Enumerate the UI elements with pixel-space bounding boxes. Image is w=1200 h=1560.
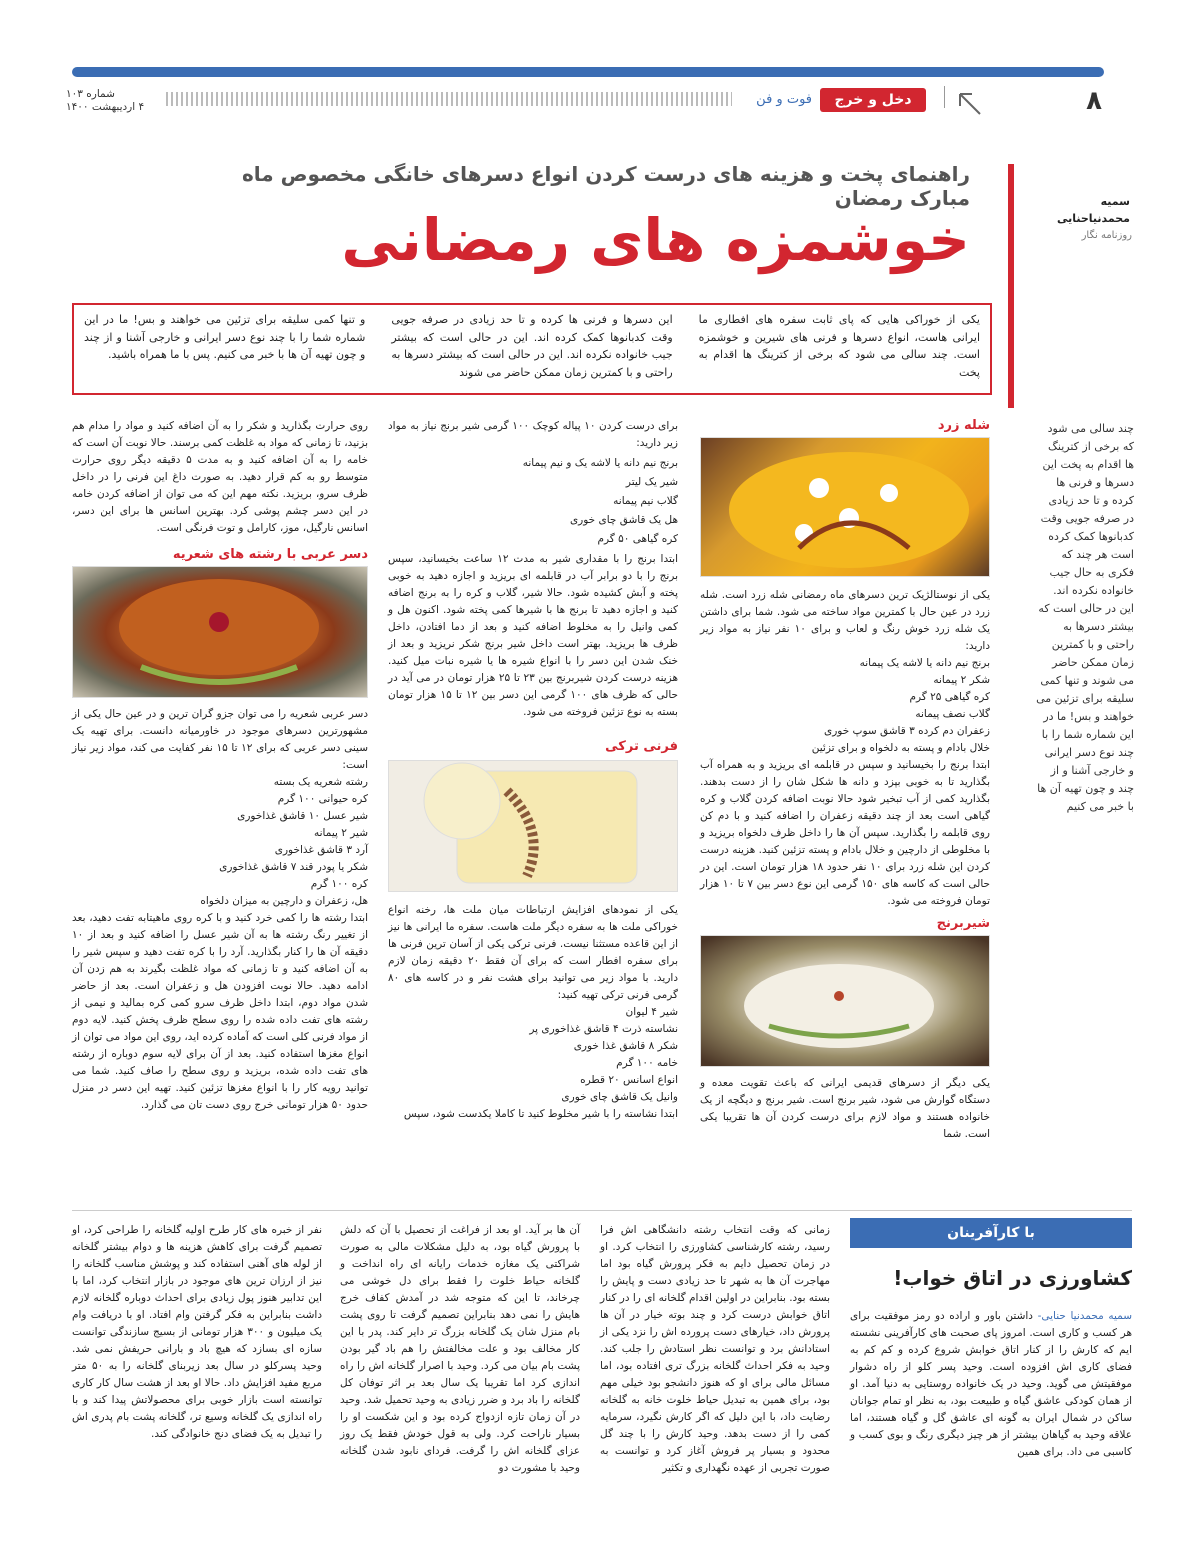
column-left — [72, 418, 368, 1114]
box-tag: با کارآفرینان — [850, 1218, 1132, 1248]
sholeh-method: ابتدا برنج را بخیسانید و سپس در قابلمه ای بریزید و به همراه آب بگذارید تا به خوبی بپزد و دانه ها شکل شان را از دست بدهند. بگذارید کمی از آب تبخیر شود حالا نوبت اضافه کردن گلاب و کره گیاهی است بعد از چند دقیقه زعفران را اضافه کنید و با دم کن روی قابلمه را بگذارید. سپس آن ها را داخل ظرف دلخواه بریزید و با مخلوطی از دارچین و خلال بادام و پسته تزئین کنید. هزینه درست کردن این شله زرد برای ۱۰ نفر حدود ۱۸ هزار تومان است. این در حالی است که کاسه های ۱۵۰ گرمی این نوع دسر بین ۷ تا ۱۰ هزار تومان فروخته می شود. — [700, 759, 991, 907]
intro-col-2: این دسرها و فرنی ها کرده و تا حد زیادی در صرفه جویی وقت کدبانوها کمک کرده اند. این در حالی است که بیشتر جیب خانواده نکرده اند. این در حالی است که بیشتر دسرها به راحتی و با کمترین زمان ممکن حاضر می شوند — [391, 313, 673, 379]
sholeh-decor — [700, 438, 989, 577]
box-col-1 — [850, 1308, 1132, 1461]
box-col-4 — [72, 1222, 322, 1443]
header-divider — [944, 86, 945, 108]
ingredient: وانیل یک قاشق چای خوری — [561, 1091, 678, 1103]
box-byline: سمیه محمدنیا حنایی- — [1037, 1310, 1133, 1322]
column-right — [700, 418, 990, 1143]
column-middle — [388, 418, 678, 1123]
author-accent-bar — [1008, 164, 1014, 408]
ingredient: رشته شعریه یک بسته — [273, 776, 368, 788]
corner-arrow-icon — [956, 90, 984, 118]
ingredient: شکر ۸ قاشق غذا خوری — [573, 1040, 678, 1052]
ferni-heading: فرنی ترکی — [605, 739, 678, 754]
section-name: فوت و فن — [756, 92, 812, 107]
page-number: ۸ — [1086, 86, 1102, 116]
ferni-ingredients — [388, 1004, 678, 1106]
author-name — [1020, 193, 1130, 227]
arabi-image — [72, 566, 368, 698]
bottom-divider — [72, 1210, 1132, 1211]
ingredient: کره حیوانی ۱۰۰ گرم — [277, 793, 368, 805]
ferni-body: یکی از نمودهای افزایش ارتباطات میان ملت ها، رخنه انواع خوراکی ملت ها به سفره دیگر ملت هاست. سفره ما ایرانی ها نیز از این قاعده مستثنا نیست. فرنی ترکی یکی از آسان ترین فرنی ها برای سفره افطار است که برای آن فقط ۲۰ دقیقه زمان لازم دارید. با مواد زیر می توانید برای هشت نفر و در کاسه های ۸۰ گرمی فرنی ترکی تهیه کنید: — [388, 904, 678, 1001]
box-col-3-text: آن ها بر آید. او بعد از فراغت از تحصیل با آن که دلش با پرورش گیاه بود، به دلیل مشکلات مالی به صورت شراکتی یک مغازه خدمات رایانه ای راه انداخت و گلخانه حیاط خلوت را فقط برای دل خوشی می چرخاند، تا این که متوجه شد در آمدش کفاف خرج هایش را نمی دهد بنابراین تصمیم گرفت تا روی پشت بام منزل شان یک گلخانه بزرگ تر دایر کند. پدر با این کار مخالف بود و علت مخالفتش را هم باد گیر بودن پشت بام بیان می کرد. وحید با اصرار گلخانه اش را راه اندازی کرد اما تقریبا یک سال بعد بر اثر توفان کل گلخانه را باد برد و ضرر زیادی به وحید تحمیل شد. وحید در آن زمان تازه ازدواج کرده بود و این شکست او را بسیار ناراحت کرد. ولی به قول خودش فقط یک روز عزای گلخانه اش را گرفت. فردای نابود شدن گلخانه وحید با مشورت دو — [340, 1224, 580, 1474]
brand-logo: دخل و خرج — [820, 88, 926, 112]
box-col-2 — [600, 1222, 830, 1477]
ingredient: آرد ۳ قاشق غذاخوری — [274, 844, 368, 856]
arabi-heading: دسر عربی با رشته های شعریه — [172, 547, 368, 562]
ferni-image — [388, 760, 678, 892]
shirberenj-body: یکی دیگر از دسرهای قدیمی ایرانی که باعث تقویت معده و دستگاه گوارش می شود، شیر برنج است. شیر برنج و دیگچه از یک خانواده هستند و مواد لازم برای درست کردن آن ها تقریبا یکی است. شما — [700, 1077, 990, 1140]
ingredient: خامه ۱۰۰ گرم — [616, 1057, 678, 1069]
issue-number: شماره ۱۰۳ — [66, 88, 115, 100]
shir-berenj-image — [700, 935, 990, 1067]
issue-date: ۴ اردیبهشت ۱۴۰۰ — [66, 101, 145, 113]
sholeh-ingredients — [700, 655, 990, 757]
intro-col-1: یکی از خوراکی هایی که پای ثابت سفره های افطاری ما ایرانی هاست، انواع دسرها و فرنی های شیرین و خوشمزه است. چند سالی می شود که برخی از کترینگ ها اقدام به پخت — [698, 313, 980, 379]
left-top: روی حرارت بگذارید و شکر را به آن اضافه کنید و مواد را مدام هم بزنید، تا زمانی که مواد به غلظت کمی برسند. حالا نوبت آن است که خامه را به آن اضافه کنید و به مدت ۵ دقیقه دیگر روی حرارت متوسط رو به کم قرار دهید. به صورت داغ این فرنی را در داخل ظرف سرو، بریزید. نکته مهم این که می توان از اضافه کردن خامه در این دسر چشم پوشی کرد. بهترین اسانس ها برای این دسر، اسانس نارگیل، موز، کارامل و توت فرنگی است. — [72, 420, 368, 534]
top-bar — [72, 67, 1104, 77]
ingredient: شکر ۲ پیمانه — [933, 674, 990, 686]
ferni-decor — [388, 761, 677, 892]
article-title: خوشمزه های رمضانی — [341, 206, 970, 274]
ingredient: شیر یک لیتر — [625, 476, 678, 488]
ferni-method: ابتدا نشاسته را با شیر مخلوط کنید تا کاملا یکدست شود، سپس — [403, 1108, 678, 1120]
ingredient: کره گیاهی ۵۰ گرم — [597, 533, 678, 545]
sholeh-heading: شله زرد — [937, 418, 990, 433]
ingredient: برنج نیم دانه یا لاشه یک و نیم پیمانه — [522, 457, 678, 469]
ingredient: انواع اسانس ۲۰ قطره — [580, 1074, 678, 1086]
issue-info — [66, 88, 160, 114]
shirberenj-heading: شیربرنج — [936, 916, 990, 931]
arabi-decor — [72, 567, 367, 698]
author-last: محمدنیاحنایی — [1056, 212, 1130, 225]
middle-method: ابتدا برنج را با مقداری شیر به مدت ۱۲ ساعت بخیسانید، سپس برنج را با دو برابر آب در قابلمه ای بریزید و اجازه دهید به خوبی پخته و آبش کشیده شود. حالا شیر، گلاب و کره را به برنج اضافه کنید و اجازه دهید تا برنج ها با شیرها کمی پخته شود. اکنون هل و کمی وانیل را به مخلوط اضافه کنید و بعد از دما افتادن، داخل ظرف ها بریزید. بهتر است داخل شیر برنج شکر نریزید و بعد از خنک شدن این دسر را با انواع شیره ها یا شیره نبات میل کنید. هزینه درست کردن شیربرنج بین ۲۳ تا ۲۵ هزار تومان در می آید در حالی که ظرف های ۱۰۰ گرمی این دسر بین ۱۲ تا ۱۵ هزار تومان بسته به نوع تزئین فروخته می شود. — [388, 553, 679, 718]
ingredient: کره ۱۰۰ گرم — [310, 878, 368, 890]
sholeh-body: یکی از نوستالژیک ترین دسرهای ماه رمضانی شله زرد است. شله زرد در عین حال با کمترین مواد ساخته می شود. شما برای داشتن یک شله زرد خوش رنگ و لعاب و برای ۱۰ نفر نیاز به مواد زیر دارید: — [700, 589, 990, 652]
intro-box — [72, 303, 992, 395]
ingredient: هل، زعفران و دارچین به میزان دلخواه — [200, 895, 368, 907]
article-supertitle: راهنمای پخت و هزینه های درست کردن انواع دسرهای خانگی مخصوص ماه مبارک رمضان — [241, 162, 970, 210]
arabi-method: ابتدا رشته ها را کمی خرد کنید و با کره روی ماهیتابه تفت دهید، بعد از تغییر رنگ رشته ها به آن شیر عسل را اضافه کنید و بعد از ۱۰ دقیقه آن ها را کنار بگذارید. آرد را با کره تفت دهید و سپس شیر را به آن اضافه کنید و تا زمانی که مواد غلظت بگیرند به هم زدن آن ادامه دهید. حالا نوبت افزودن هل و زعفران است. بعد از حاضر شدن مواد دوم، ابتدا داخل ظرف سرو کمی کره بمالید و نیمی از رشته های تفت داده شده را روی سطح ظرف پخش کنید. لایه دوم از مواد فرنی کلی است که آماده کرده اید، روی این مواد می توان از انواع مغزها استفاده کنید. بعد از آن برای لایه سوم دوباره از رشته های تفت داده شده، بریزید و روی سطح را صاف کنید. شما می توانید رویه کار را با انواع مغزها تزئین کنید. تهیه این دسر در منزل حدود ۵۰ هزار تومانی خرج روی دست تان می گذارد. — [72, 912, 368, 1111]
ingredient: گلاب نصف پیمانه — [915, 708, 990, 720]
ingredient: شیر عسل ۱۰ قاشق غذاخوری — [237, 810, 368, 822]
ingredient: شیر ۴ لیوان — [625, 1006, 678, 1018]
ingredient: شکر یا پودر قند ۷ قاشق غذاخوری — [219, 861, 368, 873]
author-role: روزنامه نگار — [1081, 230, 1132, 241]
box-col-3 — [340, 1222, 580, 1477]
box-title: کشاورزی در اتاق خواب! — [893, 1266, 1132, 1290]
ingredient: نشاسته ذرت ۴ قاشق غذاخوری پر — [529, 1023, 678, 1035]
sidebar-quote: چند سالی می شود که برخی از کترینگ ها اقدام به پخت این دسرها و فرنی ها کرده و تا حد زیادی در صرفه جویی وقت کدبانوها کمک کرده است هر چند که فکری به حال جیب خانواده نکرده اند. این در حالی است که بیشتر دسرها به راحتی و با کمترین زمان ممکن حاضر می شوند و تنها کمی سلیقه برای تزئین می خواهند و بس! ما در این شماره شما را با چند نوع دسر ایرانی و خارجی آشنا و از چند و چون تهیه آن ها با خبر می کنیم — [1036, 422, 1134, 813]
box-col-1-text: داشتن باور و اراده دو رمز موفقیت برای هر کسب و کاری است. امروز پای صحبت های کارآفرینی نشسته ایم که کارش را از کنار اتاق خوابش شروع کرده و کم کم به فضای کاری اش افزوده است. وحید پسر کلو از راه دشوار موفقیتش می گوید. وحید در یک خانواده روستایی به دنیا آمد. او از همان کودکی عاشق گیاه و طبیعت بود، به نظر او تمام جوانان ساکن در شمال ایران به گونه ای عاشق گل و گیاه هستند، اما علاقه وحید به گیاهان بیشتر از هر چیز دیگری رنگ و بوی کسب و کاسبی می داد. برای همین — [850, 1310, 1132, 1458]
box-col-4-text: نفر از خبره های کار طرح اولیه گلخانه را طراحی کرد، او تصمیم گرفت برای کاهش هزینه ها و دوام بیشتر گلخانه از لوله های آهنی استفاده کند و پوشش مناسب گلخانه را نیز از ارزان ترین های موجود در بازار انتخاب کرد، اما با این تدابیر هنوز پول زیادی برای احداث دوباره گلخانه لازم داشت بنابراین به فکر گرفتن وام افتاد. او با دریافت وام یک میلیون و ۳۰۰ هزار تومانی از بسیج سازندگی توانست سازه ای بسازد که هیچ باد و بارانی حریفش نمی شد. وحید پسرکلو در سال بعد زیربنای گلخانه را به ۵۰ متر مربع مفید افزایش داد. حالا او بعد از هشت سال کار کاری توانسته است بازار خوبی برای محصولاتش پیدا کند و با راه اندازی یک گلخانه وسیع تر، گلخانه پشت بام پدری اش را تبدیل به یک فضای دنج خانوادگی کند. — [72, 1224, 323, 1440]
ingredient: خلال بادام و پسته به دلخواه و برای تزئین — [811, 742, 990, 754]
sholeh-zard-image — [700, 437, 990, 577]
ingredient: شیر ۲ پیمانه — [314, 827, 368, 839]
box-col-2-text: زمانی که وقت انتخاب رشته دانشگاهی اش فرا رسید، رشته کارشناسی کشاورزی را انتخاب کرد. او در زمان تحصیل دایم به فکر پرورش گیاه بود اما مهاجرت آن ها به شهر تا حد زیادی دست و پایش را بسته بود. بنابراین در اولین اقدام گلخانه ای را در کنار اتاق خوابش درست کرد و چند بوته خیار در آن ها پرورش داد، خیارهای دست پرورده اش را نزد یکی از استادانش برد و توانست نظر استادش را جلب کند. وحید به فکر احداث گلخانه بزرگ تری افتاده بود، اما مسائل مالی برای او که هنوز دانشجو بود خیلی مهم بود، برای همین به تبدیل حیاط خلوت خانه به گلخانه رضایت داد، با این دلیل که اگر کارش نگیرد، سرمایه کمی را از دست بدهد. وحید کارش را با چند گل محدود و بسیار پر فروش آغاز کرد و توانست به صورت تجربی از عهده نگهداری و تکثیر — [600, 1224, 830, 1474]
arabi-ingredients — [72, 774, 368, 910]
shir-decor — [700, 936, 989, 1067]
middle-intro: برای درست کردن ۱۰ پیاله کوچک ۱۰۰ گرمی شیر برنج نیاز به مواد زیر دارید: — [388, 420, 678, 449]
intro-col-3: و تنها کمی سلیقه برای تزئین می خواهند و بس! ما در این شماره شما را با چند نوع دسر ایرانی و خارجی آشنا و از چند و چون تهیه آن ها با خبر می کنیم. پس با ما همراه باشید. — [84, 313, 366, 361]
ingredient: برنج نیم دانه یا لاشه یک پیمانه — [859, 657, 990, 669]
middle-ingredients — [388, 454, 678, 549]
ingredient: کره گیاهی ۲۵ گرم — [909, 691, 990, 703]
arabi-body: دسر عربی شعریه را می توان جزو گران ترین و در عین حال یکی از مشهورترین دسرهای موجود در خاورمیانه دانست. برای تهیه یک سینی دسر عربی که برای ۱۲ تا ۱۵ نفر کفایت می کند، مواد زیر نیاز است: — [72, 708, 368, 771]
author-first: سمیه — [1100, 195, 1130, 208]
ingredient: زعفران دم کرده ۳ قاشق سوپ خوری — [824, 725, 990, 737]
ingredient: هل یک قاشق چای خوری — [569, 514, 678, 526]
ingredient: گلاب نیم پیمانه — [613, 495, 678, 507]
header-dashes — [166, 92, 732, 106]
